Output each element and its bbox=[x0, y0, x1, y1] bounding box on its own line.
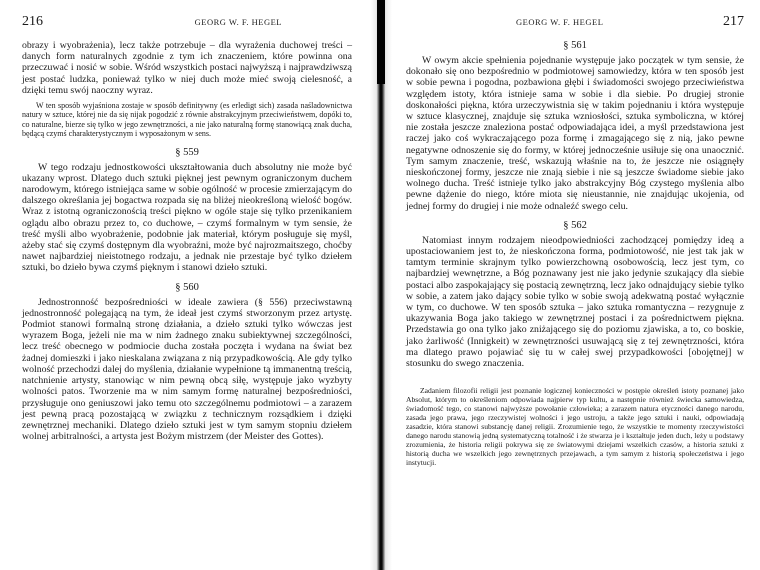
right-footnote: Zadaniem filozofii religii jest poznanie logicznej konieczności w postępie określeń istoty poznanej jako Absolut, którym to określeniom odpowiada najpierw typ kultu, a następnie również świecka samowiedza, świadomość tego, co stanowi najwyższe powołanie człowieka; a zarazem natura etyczności danego narodu, zasada jego prawa, jego rzeczywistej wolności i jego ustroju, a także jego sztuki i nauki, odpowiadają zasadzie, która stanowi substancję danej religii. Zrozumienie tego, że wszystkie te momenty rzeczywistości danego narodu stanowią jedną systematyczną totalność i że stwarza je i kształtuje jeden duch, leży u podstawy zrozumienia, że historia religii pokrywa się ze światowymi dziejami wszelkich czasów, a historia sztuki z historią ducha we wszelkich jego zewnętrznych przejawach, a tym samym z historią społeczeństwa i jego instytucji. bbox=[406, 386, 744, 467]
book-gutter bbox=[370, 0, 392, 570]
left-page bbox=[0, 0, 370, 570]
right-running-head: GEORG W. F. HEGEL bbox=[516, 17, 604, 27]
section-561-heading: § 561 bbox=[563, 40, 587, 51]
left-running-head: GEORG W. F. HEGEL bbox=[194, 17, 282, 27]
left-note: W ten sposób wyjaśniona zostaje w sposób definitywny (es erledigt sich) zasada naśladownictwa natury w sztuce, której nie da się nijak pogodzić z równie abstrakcyjnym przeciwieństwem, dopóki to, co naturalne, bierze się tylko w jego zewnętrzności, a nie jako naturalną formę stanowiącą znak ducha, będącą czymś charakterystycznym i wyposażonym w sens. bbox=[22, 101, 352, 139]
section-559-text: W tego rodzaju jednostkowości ukształtowania duch absolutny nie może być ukazany wprost. Dlatego duch sztuki pięknej jest pewnym ograniczonym duchem narodowym, którego istniejąca same w sobie ogólność w procesie zmierzającym do dalszego określania jej bogactwa rozpada się na bliżej nieokreśloną wielość bogów. Wraz z istotną ograniczonością treści piękno w ogóle staje się tylko przenikaniem oglądu albo obrazu przez to, co duchowe, – czymś formalnym w tym sensie, że treść myśli albo wyobrażenie, podobnie jak materiał, którym posługuje się myśl, ażeby stać się czymś dostępnym dla wyobraźni, może być najrozmaitszego, choćby nawet najbardziej nieistotnego rodzaju, a jednak nie przestaje być tylko dziełem sztuki, bo dzieło bywa czymś pięknym i stanowi dzieło sztuki. bbox=[22, 161, 352, 274]
section-560-text: Jednostronność bezpośredniości w ideale zawiera (§ 556) przeciwstawną jednostronność polegającą na tym, że ideał jest czymś stworzonym przez artystę. Podmiot stanowi formalną stronę działania, a dzieło sztuki tylko wówczas jest wyrazem Boga, jeżeli nie ma w nim żadnego znaku subiektywnej szczególności, lecz treść obecnego w podmiocie ducha została poczęta i wydana na świat bez żadnej domieszki i jako nieskalana związana z nią przypadkowością. Ale gdy tylko wolność przechodzi dalej do myślenia, działanie wypełnione tą immanentną treścią, natchnienie artysty, stanowiąc w nim pewną obcą siłę, występuje jako wyzbyty wolności patos. Tworzenie ma w nim samym formę naturalnej bezpośredniości, przysługuje ono geniuszowi jako temu oto szczególnemu podmiotowi – a zarazem jest pewną pracą pozostającą w związku z technicznym rozsądkiem i dzięki zewnętrznej mechaniki. Dlatego dzieło sztuki jest w tym samym stopniu dziełem wolnej arbitralności, a artysta jest Bożym mistrzem (der Meister des Gottes). bbox=[22, 296, 352, 443]
section-562-text: Natomiast innym rodzajem nieodpowiedniości zachodzącej pomiędzy ideą a upostaciowaniem jest to, że nieskończona forma, podmiotowość, nie jest tak jak w tamtym terminie skrajnym tylko powierzchowną osobowością, lecz jest tym, co najbardziej wewnętrzne, a Bóg poznawany jest nie jako jedynie szukający dla siebie postaci albo zaspokajający się postacią zewnętrzną, lecz jako odnajdujący siebie tylko w sobie, a zatem jako dający sobie tylko w sobie swoją adekwatną postać wyłącznie w tym, co duchowe. W ten sposób sztuka – jako sztuka romantyczna – rezygnuje z ukazywania Boga jako takiego w zewnętrznej postaci i za pośrednictwem piękna. Przedstawia go ona tylko jako zniżającego się do poziomu zjawiska, a to, co boskie, jako żarliwość (Innigkeit) w zewnętrzności usuwającą się z tej zewnętrzności, która ma dlatego prawo pojawiać się tu w całej swej przypadkowości [obojętnej] w stosunku do swego znaczenia. bbox=[406, 234, 744, 370]
section-559-heading: § 559 bbox=[175, 146, 199, 158]
left-opening-paragraph: obrazy i wyobrażenia), lecz także potrzebuje – dla wyrażenia duchowej treści – danych form naturalnych zgodnie z tym ich znaczeniem, które powinna ona przeczuwać i nosić w sobie. Wśród wszystkich postaci najwyższą i najprawdziwszą jest postać ludzka, ponieważ tylko w niej duch może mieć swoją cielesność, a dzięki temu swój naoczny wyraz. bbox=[22, 40, 352, 96]
right-page-number: 217 bbox=[723, 14, 744, 29]
section-561-text: W owym akcie spełnienia pojednanie występuje jako początek w tym sensie, że dokonało się ono bezpośrednio w podmiotowej samowiedzy, która w ten sposób jest w sobie pewna i pogodna, pozbawiona głębi i świadomości swojego przeciwieństwa względem istoty, która istnieje sama w sobie i dla siebie. Po drugiej stronie doskonałości piękna, która urzeczywistnia się w takim pojednaniu i która występuje w sztuce klasycznej, znajduje się sztuka wzniosłości, sztuka symboliczna, w której nie została jeszcze znaleziona postać odpowiadająca idei, a myśl przedstawiona jest raczej jako coś wykraczającego poza formę i zmagającego się z nią, jako pewne negatywne odnoszenie się do formy, w której jednocześnie usiłuje się ona unaocznić. Tym samym znaczenie, treść, wskazują właśnie na to, że jeszcze nie osiągnęły nieskończonej formy, jeszcze nie znają siebie i nie są jeszcze świadome siebie jako wolnego ducha. Treść istnieje tylko jako abstrakcyjny Bóg czystego myślenia albo pewne dążenie do niego, które miota się nieustannie, nie znajdując ukojenia, od jednej formy do drugiej i nie może odnaleźć swego celu. bbox=[406, 55, 744, 212]
left-page-number: 216 bbox=[22, 14, 43, 29]
left-page-header bbox=[22, 14, 352, 30]
section-560-heading: § 560 bbox=[175, 281, 199, 293]
right-page-header bbox=[406, 14, 744, 30]
gutter-shadow bbox=[377, 0, 385, 84]
section-562-heading: § 562 bbox=[563, 219, 587, 231]
right-page bbox=[392, 0, 760, 570]
